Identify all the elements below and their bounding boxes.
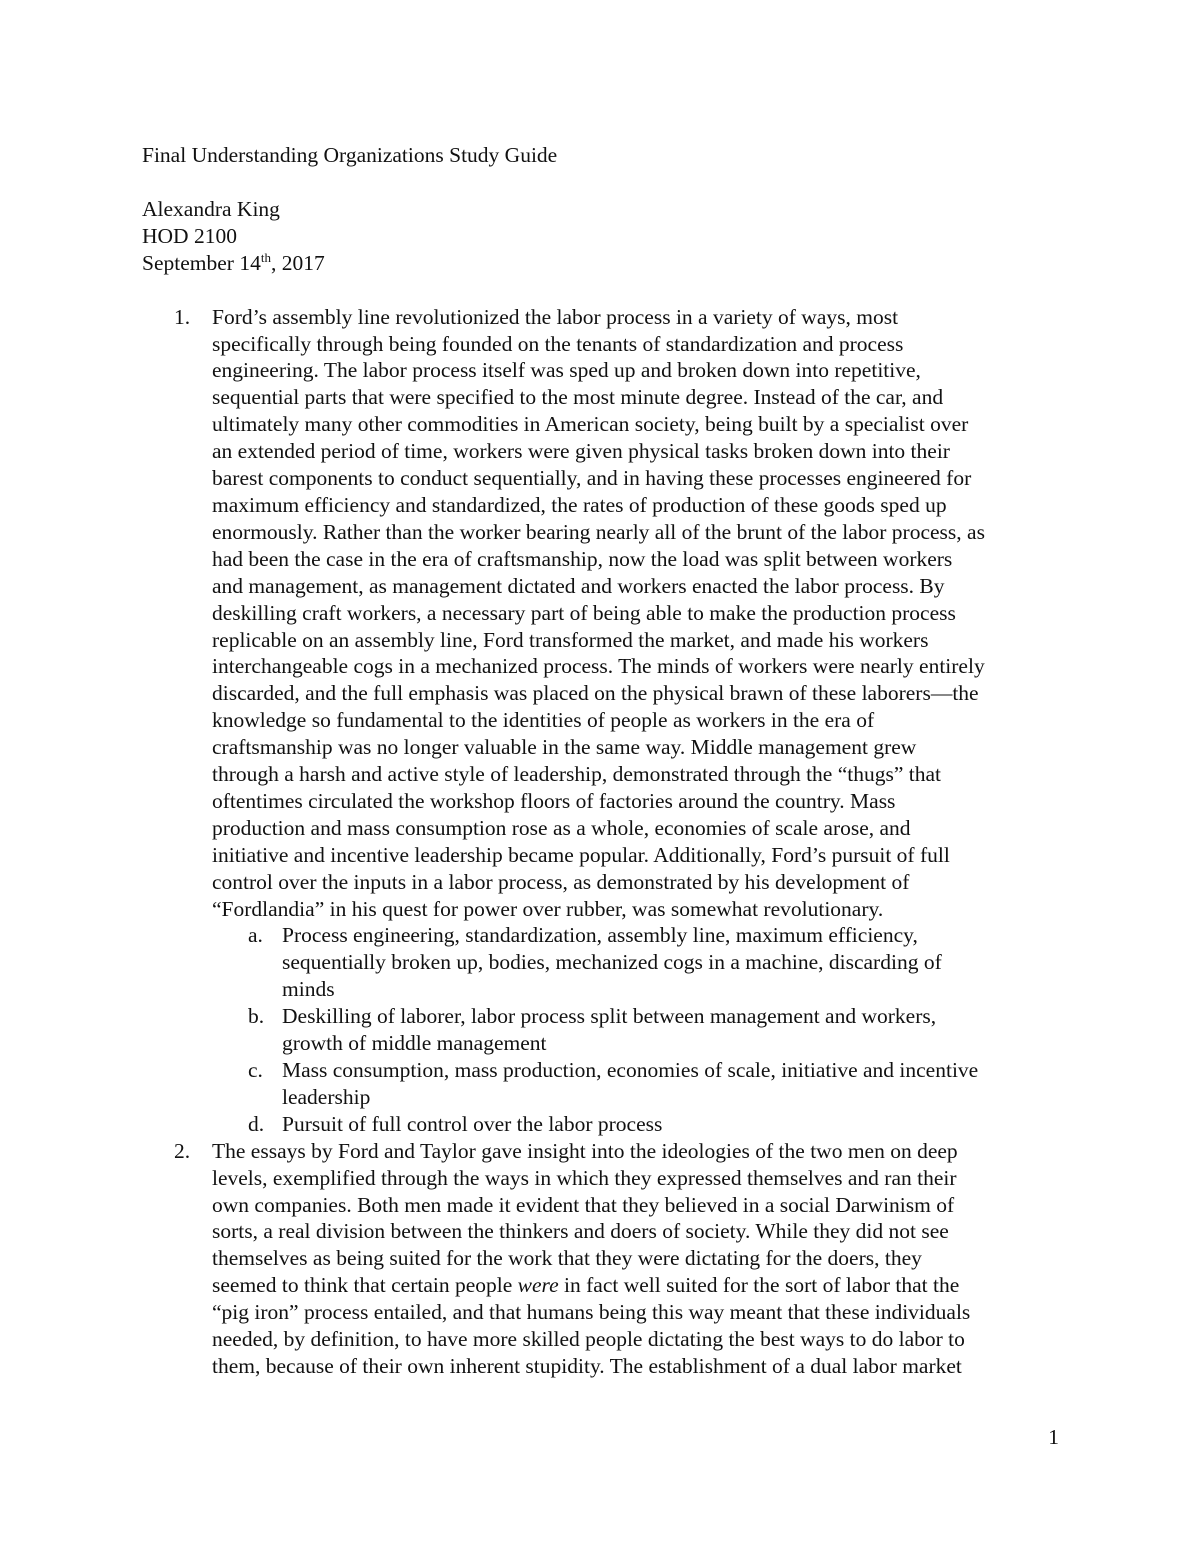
text-line: Mass consumption, mass production, economies of scale, initiative and incentive xyxy=(282,1058,979,1082)
numbered-list xyxy=(142,304,1060,1380)
author-block xyxy=(142,196,1060,277)
text-lines xyxy=(212,1299,1060,1380)
sub-item-a xyxy=(142,922,1060,1003)
text-line: levels, exemplified through the ways in which they expressed themselves and ran their xyxy=(212,1165,957,1190)
text-line: barest components to conduct sequentially, and in having these processes engineered for xyxy=(212,466,972,491)
text-line: knowledge so fundamental to the identities of people as workers in the era of xyxy=(212,708,875,733)
text-line: The essays by Ford and Taylor gave insight into the ideologies of the two men on deep xyxy=(212,1138,958,1163)
text-line: minds xyxy=(282,977,335,1002)
list-number: 1. xyxy=(174,304,191,329)
date-suffix: , 2017 xyxy=(270,250,325,275)
emphasized-word: were xyxy=(517,1273,559,1298)
text-line: growth of middle management xyxy=(282,1031,547,1056)
text-line: sorts, a real division between the thinkers and doers of society. While they did not see xyxy=(212,1219,949,1244)
text-line: ultimately many other commodities in American society, being built by a specialist over xyxy=(212,412,969,437)
date-prefix: September 14 xyxy=(142,250,261,275)
sub-item-b xyxy=(142,1003,1060,1057)
list-item-2 xyxy=(142,1138,1060,1380)
text-line: maximum efficiency and standardized, the rates of production of these goods sped up xyxy=(212,492,947,517)
text-line: needed, by definition, to have more skilled people dictating the best ways to do labor to xyxy=(212,1327,965,1352)
text-line: control over the inputs in a labor process, as demonstrated by his development of xyxy=(212,869,910,894)
text-line: engineering. The labor process itself was sped up and broken down into repetitive, xyxy=(212,358,921,383)
text-line: and management, as management dictated and workers enacted the labor process. By xyxy=(212,573,945,598)
text-line: through a harsh and active style of leadership, demonstrated through the “thugs” that xyxy=(212,762,941,787)
text-line: deskilling craft workers, a necessary part of being able to make the production process xyxy=(212,600,956,625)
text-line: them, because of their own inherent stupidity. The establishment of a dual labor market xyxy=(212,1353,962,1378)
sub-item-text xyxy=(282,922,1060,1003)
list-item-1 xyxy=(142,304,1060,1138)
text-line: specifically through being founded on the tenants of standardization and process xyxy=(212,331,904,356)
text-line: own companies. Both men made it evident that they believed in a social Darwinism of xyxy=(212,1192,955,1217)
text-line: sequentially broken up, bodies, mechanized cogs in a machine, discarding of xyxy=(282,950,942,975)
text-line: had been the case in the era of craftsmanship, now the load was split between workers xyxy=(212,546,953,571)
text-line: interchangeable cogs in a mechanized process. The minds of workers were nearly entirely xyxy=(212,654,985,679)
text-line: discarded, and the full emphasis was placed on the physical brawn of these laborers—the xyxy=(212,681,979,706)
sub-item-marker: c. xyxy=(248,1058,263,1082)
course-code: HOD 2100 xyxy=(142,223,237,248)
text-line: sequential parts that were specified to the most minute degree. Instead of the car, and xyxy=(212,385,944,410)
date-ordinal: th xyxy=(260,249,271,265)
sub-list xyxy=(212,922,1060,1137)
text-lines xyxy=(212,1138,1060,1273)
list-item-text xyxy=(212,304,1060,923)
text-line: Process engineering, standardization, assembly line, maximum efficiency, xyxy=(282,923,918,948)
text-line: Deskilling of laborer, labor process split between management and workers, xyxy=(282,1004,937,1029)
text-segment: in fact well suited for the sort of labor that the xyxy=(558,1273,960,1298)
text-line: “Fordlandia” in his quest for power over rubber, was somewhat revolutionary. xyxy=(212,896,884,921)
page-number: 1 xyxy=(1048,1425,1059,1449)
text-line-with-emphasis xyxy=(212,1272,1060,1299)
text-line: enormously. Rather than the worker bearing nearly all of the brunt of the labor process, as xyxy=(212,519,985,544)
list-number: 2. xyxy=(174,1138,191,1163)
text-line: Pursuit of full control over the labor process xyxy=(282,1111,663,1136)
text-line: craftsmanship was no longer valuable in the same way. Middle management grew xyxy=(212,735,917,760)
text-line: an extended period of time, workers were given physical tasks broken down into their xyxy=(212,439,950,464)
text-line: replicable on an assembly line, Ford transformed the market, and made his workers xyxy=(212,627,929,652)
text-line: initiative and incentive leadership became popular. Additionally, Ford’s pursuit of full xyxy=(212,842,950,867)
sub-item-marker: b. xyxy=(248,1004,265,1029)
text-line: leadership xyxy=(282,1084,371,1109)
text-line: production and mass consumption rose as a whole, economies of scale arose, and xyxy=(212,815,911,840)
document-date xyxy=(142,250,1060,277)
text-line: Ford’s assembly line revolutionized the labor process in a variety of ways, most xyxy=(212,304,899,329)
text-line: “pig iron” process entailed, and that humans being this way meant that these individuals xyxy=(212,1300,971,1325)
sub-item-marker: a. xyxy=(248,923,263,948)
list-item-text xyxy=(212,1138,1060,1380)
sub-item-marker: d. xyxy=(248,1111,265,1136)
sub-item-d xyxy=(142,1111,1060,1138)
sub-item-text xyxy=(282,1057,1060,1111)
sub-item-text xyxy=(282,1111,1060,1138)
document-title: Final Understanding Organizations Study Guide xyxy=(142,143,558,167)
text-line: themselves as being suited for the work that they were dictating for the doers, they xyxy=(212,1246,922,1271)
author-name: Alexandra King xyxy=(142,196,280,221)
sub-item-text xyxy=(282,1003,1060,1057)
text-line: oftentimes circulated the workshop floors of factories around the country. Mass xyxy=(212,788,896,813)
text-segment: seemed to think that certain people xyxy=(212,1273,518,1298)
sub-item-c xyxy=(142,1057,1060,1111)
document-body xyxy=(142,142,1060,1380)
